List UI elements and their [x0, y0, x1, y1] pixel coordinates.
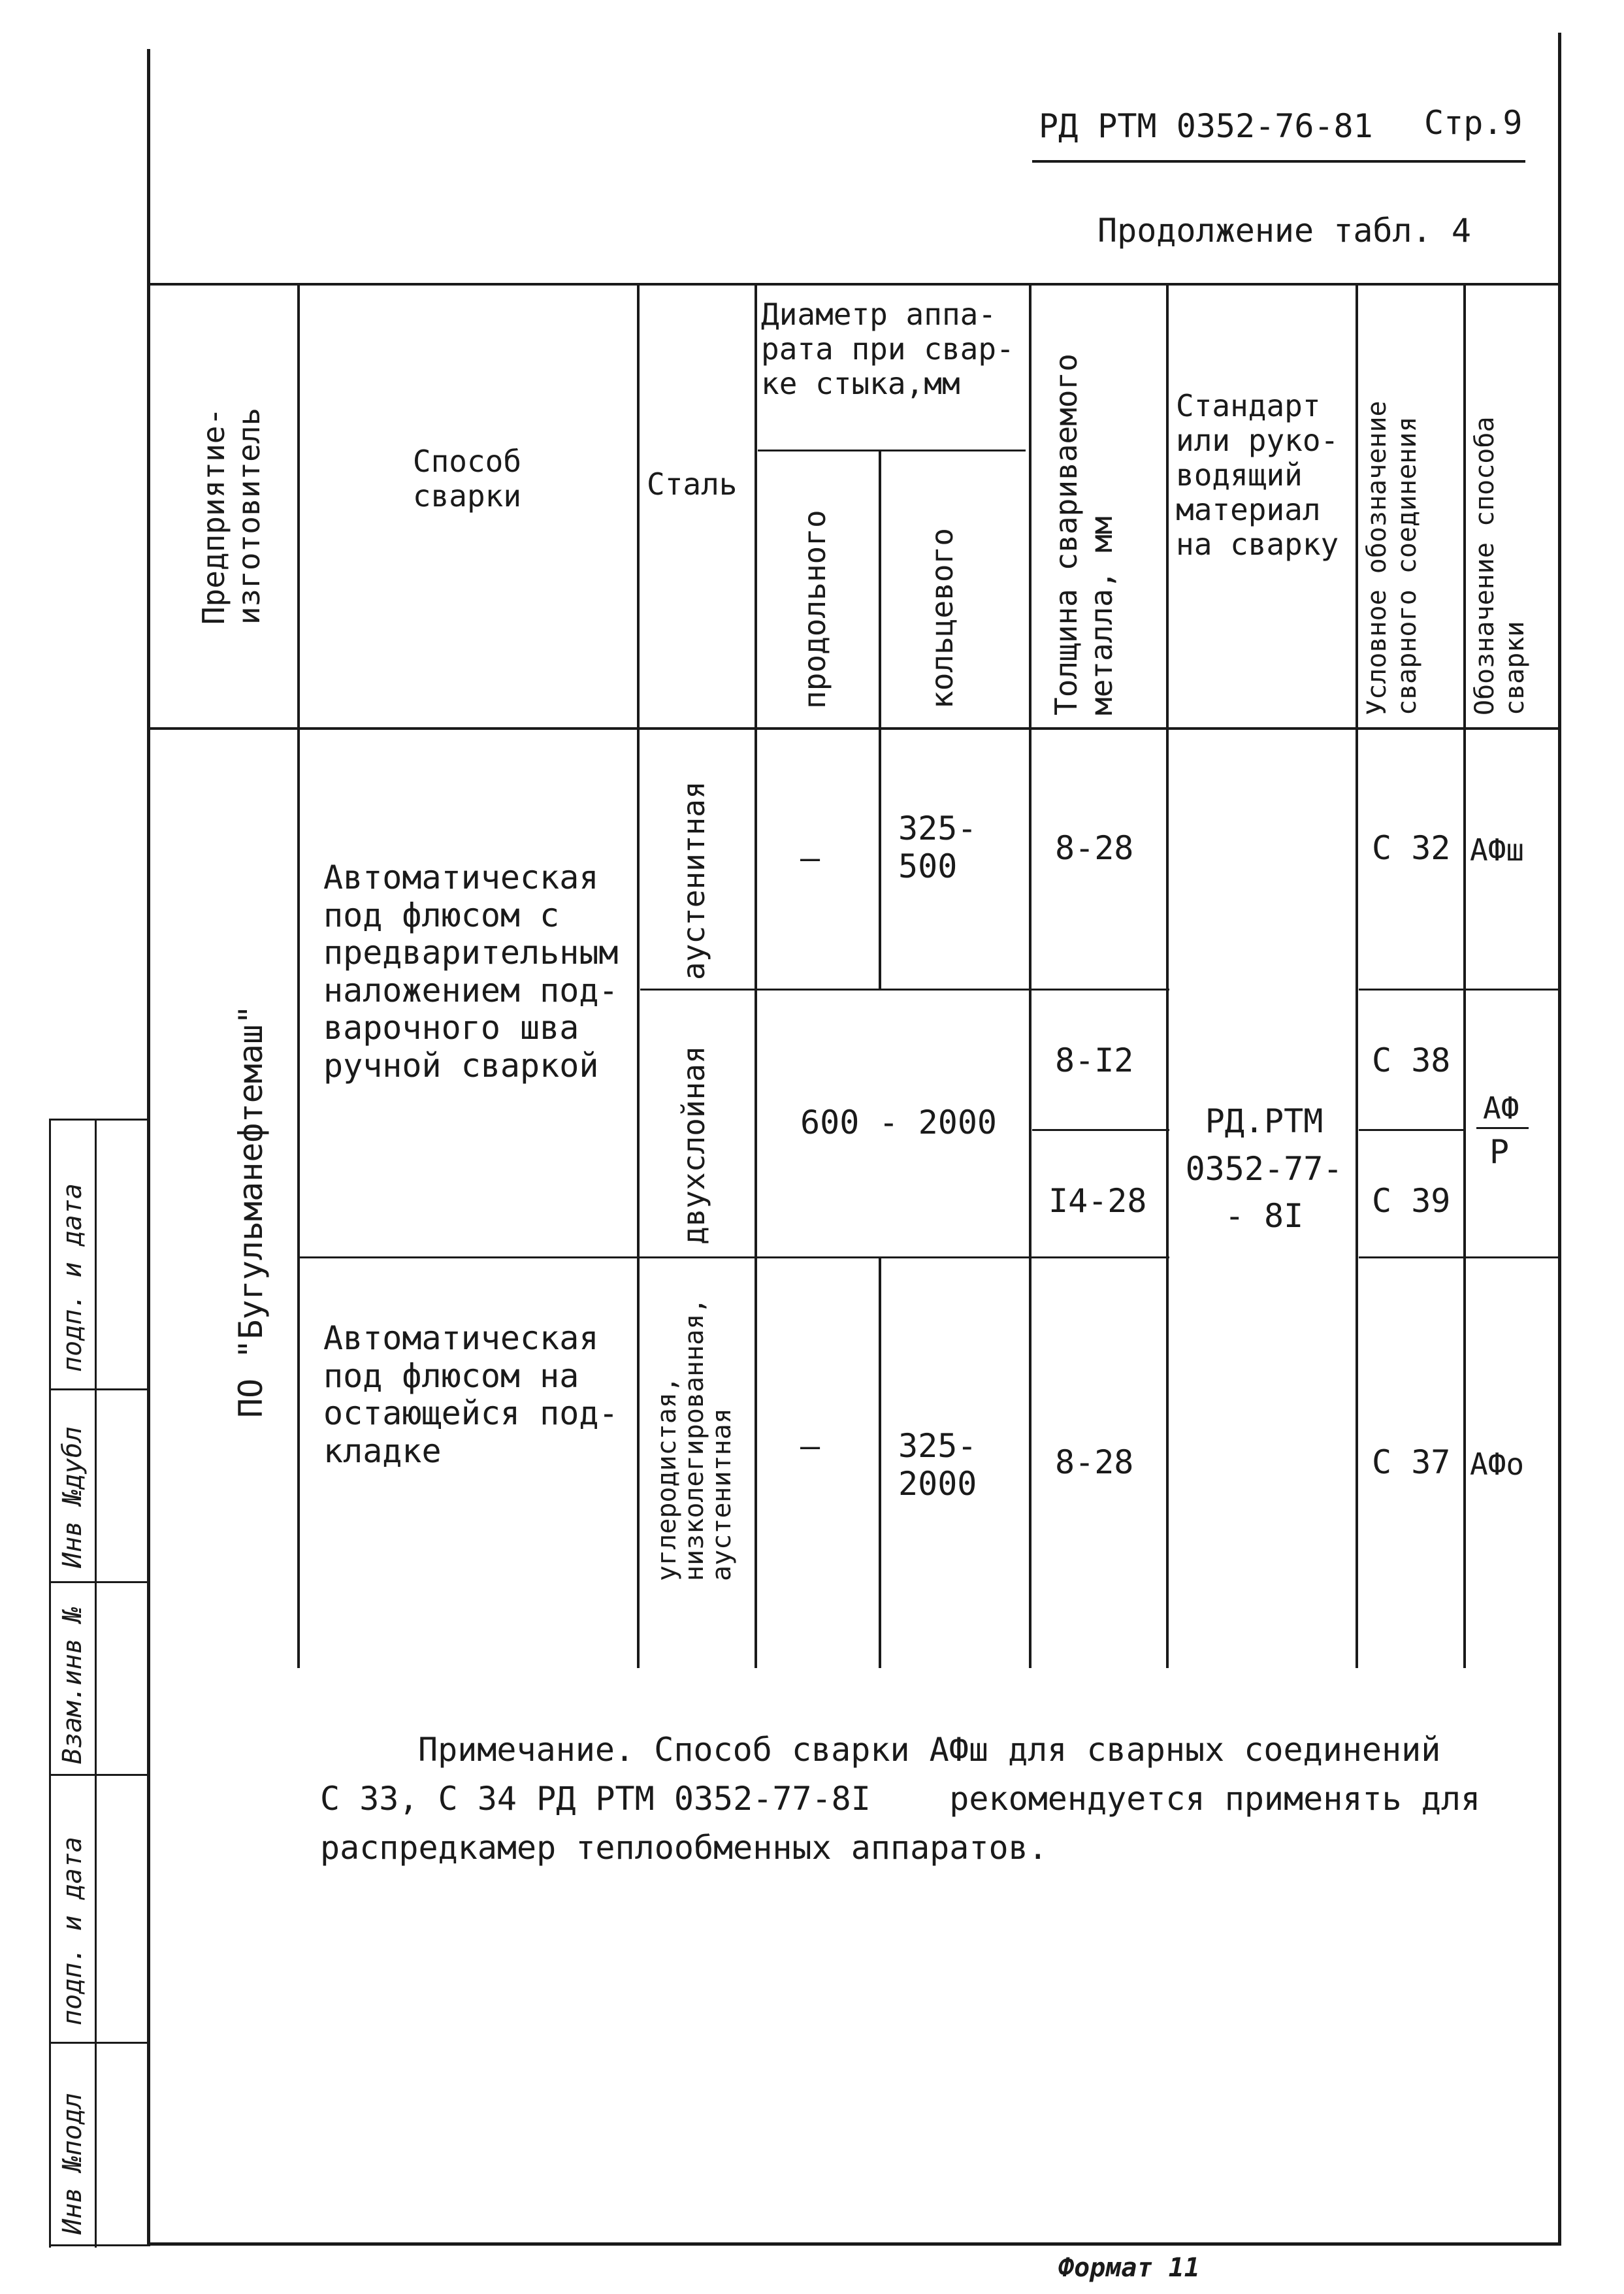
doc-code: РД РТМ 0352-76-81: [1039, 107, 1373, 145]
row2-longitudinal: —: [800, 1427, 820, 1465]
frame-right: [1558, 33, 1561, 2244]
row2-thickness: 8-28: [1055, 1443, 1134, 1481]
header-method: Способ сварки: [412, 444, 522, 514]
stamp-div-2: [49, 1581, 150, 1583]
col-line-3: [755, 283, 757, 1668]
row1a-longitudinal: —: [800, 839, 820, 877]
stamp-orig-inv: Инв №подл: [57, 2093, 88, 2235]
row1a-joint: С 32: [1372, 829, 1451, 867]
header-thickness: Толщина свариваемого металла, мм: [1048, 353, 1119, 715]
stamp-replace-inv: Взам.инв №: [57, 1607, 88, 1764]
header-longitudinal: продольного: [797, 510, 832, 709]
header-enterprise: Предприятие- изготовитель: [196, 407, 267, 625]
row1b-split-line: [1032, 1129, 1169, 1131]
col-line-4b: [879, 1256, 881, 1668]
frame-left: [147, 49, 150, 2244]
standard-reference: РД.РТМ 0352-77- - 8I: [1185, 1102, 1343, 1235]
row2-joint: С 37: [1372, 1443, 1451, 1481]
row1c-thickness: I4-28: [1048, 1182, 1147, 1220]
row1-method: Автоматическая под флюсом с предварительным наложением под- варочного шва ручной сваркой: [323, 859, 619, 1085]
col-line-8: [1463, 283, 1466, 1668]
col-line-7: [1356, 283, 1358, 1668]
table-caption: Продолжение табл. 4: [1097, 212, 1471, 250]
row1c-joint: С 39: [1372, 1182, 1451, 1220]
header-standard: Стандарт или руко- водящий материал на сварку: [1176, 388, 1339, 562]
page-number: Стр.9: [1424, 104, 1523, 142]
header-diameter: Диаметр аппа- рата при свар- ке стыка,мм: [761, 297, 1015, 401]
row1b-code-fraction-line: [1476, 1127, 1529, 1129]
footer-format: Формат 11: [1058, 2253, 1200, 2283]
row1b-code-bottom: Р: [1489, 1133, 1510, 1171]
row2-method: Автоматическая под флюсом на остающейся под- кладке: [323, 1319, 619, 1470]
row1a-steel: аустенитная: [676, 781, 711, 980]
stamp-div-0: [49, 1119, 150, 1121]
header-code: Обозначение способа сварки: [1470, 416, 1530, 715]
stamp-sign-date-1: подп. и дата: [57, 1183, 88, 1372]
header-underline: [1032, 160, 1525, 163]
row1-bottom-line: [297, 1256, 1169, 1258]
stamp-dup-inv: Инв №дубл: [57, 1426, 88, 1568]
header-circular: кольцевого: [924, 528, 960, 709]
col-line-1: [297, 283, 300, 1668]
row1b-code-top: АФ: [1483, 1090, 1519, 1126]
row1b-diameter: 600 - 2000: [800, 1104, 998, 1141]
note-line-2: С 33, С 34 РД РТМ 0352-77-8I рекомендуется применять для: [320, 1780, 1481, 1818]
row1a-bottom-line-right: [1359, 989, 1558, 991]
col-line-4a: [879, 450, 881, 990]
header-bottom-line: [150, 727, 1558, 730]
stamp-div-5: [49, 2244, 150, 2246]
row1-bottom-line-right: [1359, 1256, 1558, 1258]
header-steel: Сталь: [647, 467, 738, 502]
diameter-split-line: [758, 450, 1026, 451]
header-joint: Условное обозначение сварного соединения: [1362, 401, 1422, 715]
stamp-div-3: [49, 1774, 150, 1776]
row1b-steel: двухслойная: [676, 1045, 711, 1245]
stamp-sign-date-2: подп. и дата: [57, 1837, 88, 2025]
col-line-6: [1166, 283, 1169, 1668]
stamp-inner-line: [95, 1121, 97, 2248]
row1b-split-line-right: [1359, 1129, 1463, 1131]
row1b-joint: С 38: [1372, 1041, 1451, 1079]
enterprise-name: ПО "Бугульманефтемаш": [232, 1004, 270, 1418]
frame-bottom: [147, 2242, 1561, 2246]
note-line-1: Примечание. Способ сварки АФш для сварных соединений: [418, 1731, 1441, 1769]
row2-code: АФо: [1470, 1447, 1525, 1482]
row1b-thickness: 8-I2: [1055, 1041, 1134, 1079]
table-top-line: [150, 283, 1558, 286]
row2-circular: 325- 2000: [898, 1427, 977, 1503]
row1a-bottom-line: [640, 989, 1169, 991]
note-line-3: распредкамер теплообменных аппаратов.: [320, 1829, 1048, 1867]
stamp-div-1: [49, 1388, 150, 1390]
stamp-outer-line: [49, 1121, 51, 2248]
row1a-thickness: 8-28: [1055, 829, 1134, 867]
col-line-5: [1029, 283, 1031, 1668]
row2-steel: углеродистая, низколегированная, аустенитная: [652, 1298, 737, 1581]
row1a-circular: 325- 500: [898, 810, 977, 885]
row1a-code: АФш: [1470, 832, 1525, 868]
stamp-div-4: [49, 2042, 150, 2044]
col-line-2: [637, 283, 640, 1668]
